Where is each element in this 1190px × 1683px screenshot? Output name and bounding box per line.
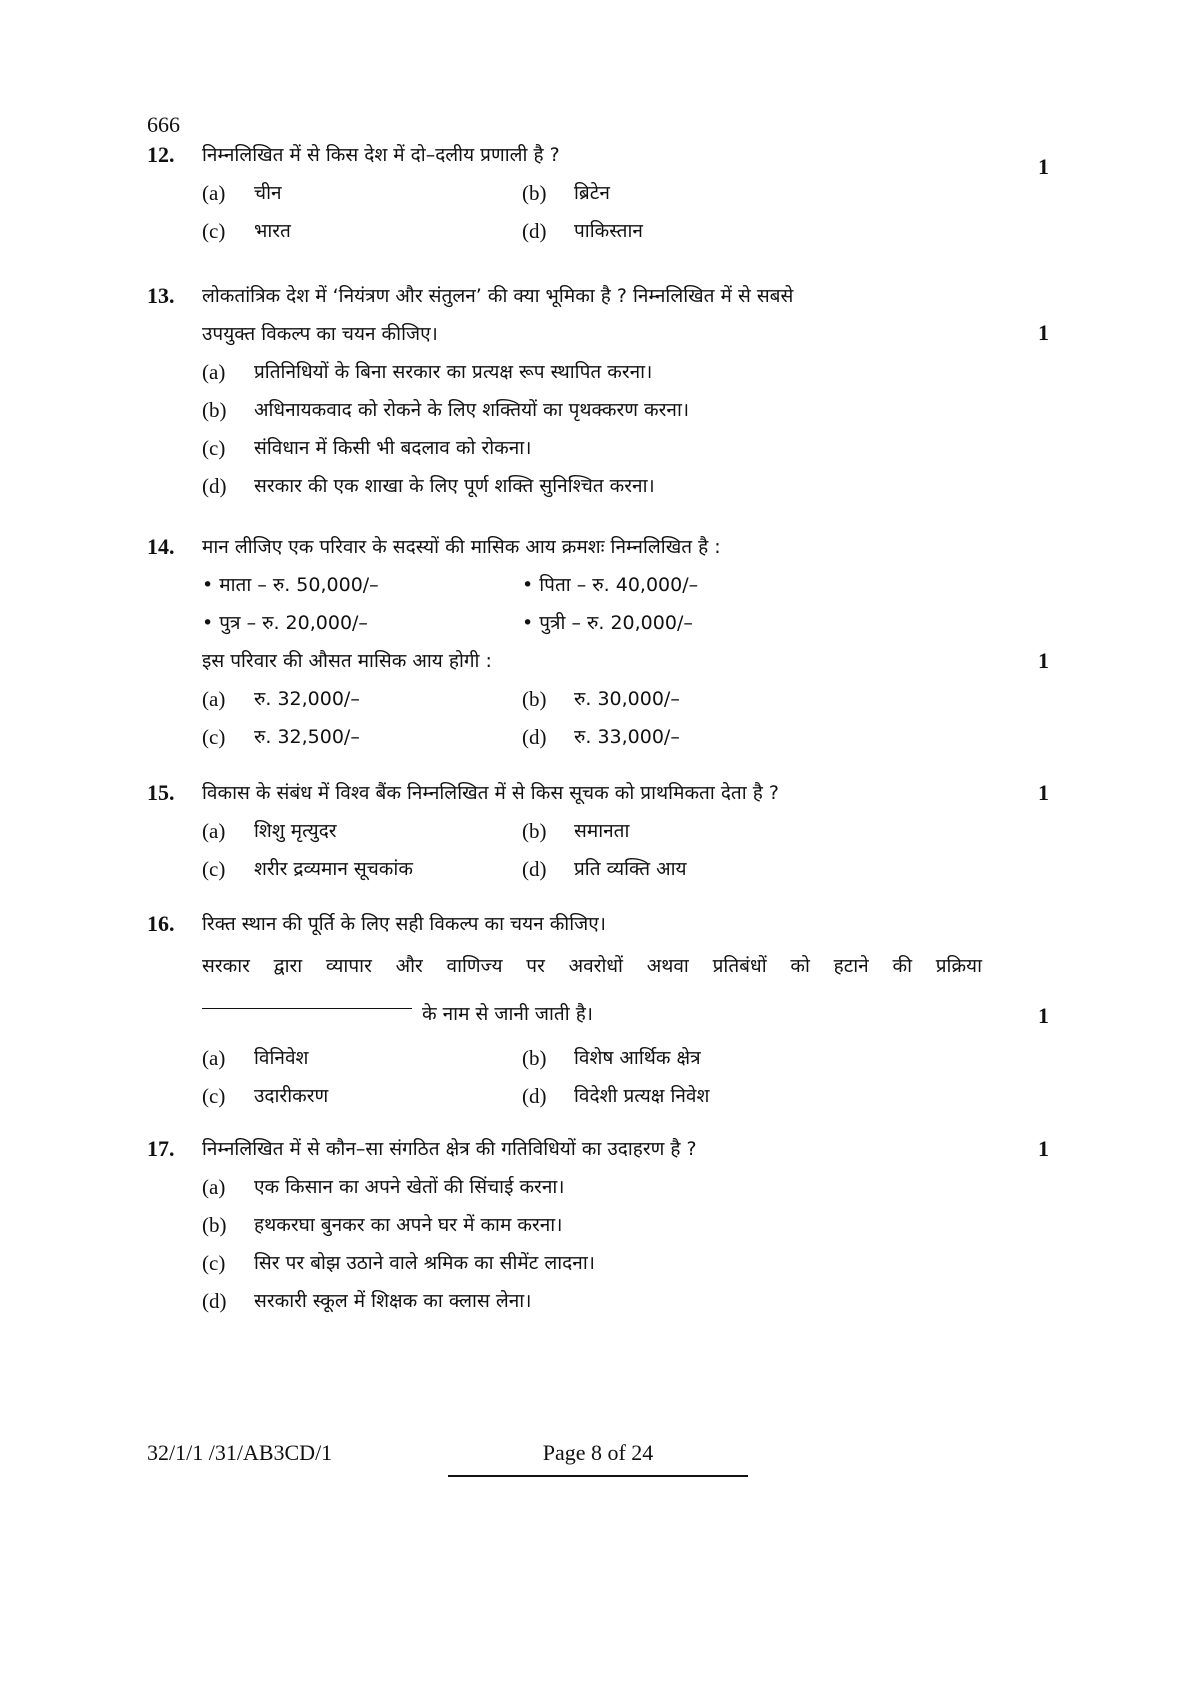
option-text: सिर पर बोझ उठाने वाले श्रमिक का सीमेंट लादना। xyxy=(254,1252,595,1274)
option-text: सरकारी स्कूल में शिक्षक का क्लास लेना। xyxy=(254,1290,532,1312)
option-text: विनिवेश xyxy=(254,1047,309,1069)
option-text: रु. 32,000/– xyxy=(254,688,360,710)
question-body xyxy=(202,905,1002,1115)
option-b[interactable] xyxy=(522,174,842,212)
option-d[interactable] xyxy=(202,467,962,505)
option-label: (b) xyxy=(202,1213,227,1237)
question-number: 13. xyxy=(147,283,175,308)
option-text: प्रति व्यक्ति आय xyxy=(574,858,687,880)
question-body xyxy=(202,277,1002,505)
page-number: Page 8 of 24 xyxy=(542,1440,654,1465)
options-row xyxy=(202,1206,1002,1244)
option-c[interactable] xyxy=(202,212,522,250)
option-label: (d) xyxy=(522,725,547,749)
option-b[interactable] xyxy=(202,391,962,429)
option-text: हथकरघा बुनकर का अपने घर में काम करना। xyxy=(254,1214,563,1236)
question-stem: निम्नलिखित में से कौन–सा संगठित क्षेत्र की गतिविधियों का उदाहरण है ? xyxy=(202,1138,697,1160)
option-label: (c) xyxy=(202,436,226,460)
option-text: प्रतिनिधियों के बिना सरकार का प्रत्यक्ष रूप स्थापित करना। xyxy=(254,361,653,383)
options-row xyxy=(202,212,1002,250)
fill-in-blank[interactable] xyxy=(202,1008,412,1009)
option-text: भारत xyxy=(254,220,291,242)
option-label: (a) xyxy=(202,819,226,843)
option-label: (b) xyxy=(522,819,547,843)
options-row xyxy=(202,1282,1002,1320)
option-text: सरकार की एक शाखा के लिए पूर्ण शक्ति सुनिश्चित करना। xyxy=(254,475,655,497)
option-text: पाकिस्तान xyxy=(574,220,643,242)
option-label: (a) xyxy=(202,360,226,384)
option-text: रु. 33,000/– xyxy=(574,726,680,748)
question-stem: उपयुक्त विकल्प का चयन कीजिए। xyxy=(202,323,438,345)
options-row xyxy=(202,680,1002,718)
marks-q13: 1 xyxy=(1038,320,1049,345)
question-body xyxy=(202,1130,1002,1320)
marks-q12: 1 xyxy=(1038,154,1049,179)
option-c[interactable] xyxy=(202,1244,962,1282)
option-text: ब्रिटेन xyxy=(574,182,610,204)
marks-q17: 1 xyxy=(1038,1136,1049,1161)
option-label: (d) xyxy=(202,474,227,498)
option-label: (c) xyxy=(202,1251,226,1275)
options-row xyxy=(202,1039,1002,1077)
footer-divider xyxy=(448,1475,748,1477)
option-a[interactable] xyxy=(202,1168,962,1206)
options-row xyxy=(202,174,1002,212)
blank-line-row xyxy=(202,995,1002,1033)
options-row xyxy=(202,1168,1002,1206)
option-text: समानता xyxy=(574,820,630,842)
option-text: संविधान में किसी भी बदलाव को रोकना। xyxy=(254,437,532,459)
question-stem: विकास के संबंध में विश्व बैंक निम्नलिखित में से किस सूचक को प्राथमिकता देता है ? xyxy=(202,782,779,804)
options-row xyxy=(202,812,1002,850)
option-d[interactable] xyxy=(522,850,842,888)
marks-q14: 1 xyxy=(1038,648,1049,673)
question-number: 17. xyxy=(147,1136,175,1161)
question-number: 14. xyxy=(147,534,175,559)
income-son: • पुत्र – रु. 20,000/– xyxy=(202,612,368,634)
question-number: 15. xyxy=(147,780,175,805)
options-row xyxy=(202,850,1002,888)
income-row xyxy=(202,604,1002,642)
option-b[interactable] xyxy=(522,680,842,718)
question-body xyxy=(202,136,1002,250)
options-row xyxy=(202,391,1002,429)
option-label: (a) xyxy=(202,1175,226,1199)
option-label: (d) xyxy=(522,219,547,243)
paper-code: 32/1/1 /31/AB3CD/1 xyxy=(147,1440,333,1465)
marks-q15: 1 xyxy=(1038,780,1049,805)
option-text: चीन xyxy=(254,182,282,204)
options-row xyxy=(202,1244,1002,1282)
blank-suffix: के नाम से जानी जाती है। xyxy=(422,1003,594,1025)
options-row xyxy=(202,467,1002,505)
option-a[interactable] xyxy=(202,812,522,850)
options-row xyxy=(202,429,1002,467)
option-text: एक किसान का अपने खेतों की सिंचाई करना। xyxy=(254,1176,565,1198)
option-a[interactable] xyxy=(202,680,522,718)
option-text: शरीर द्रव्यमान सूचकांक xyxy=(254,858,413,880)
option-d[interactable] xyxy=(522,1077,842,1115)
option-a[interactable] xyxy=(202,1039,522,1077)
option-text: विशेष आर्थिक क्षेत्र xyxy=(574,1047,701,1069)
marks-q16: 1 xyxy=(1038,1003,1049,1028)
option-text: अधिनायकवाद को रोकने के लिए शक्तियों का पृथक्करण करना। xyxy=(254,399,690,421)
income-father: • पिता – रु. 40,000/– xyxy=(522,574,699,596)
option-c[interactable] xyxy=(202,429,962,467)
option-label: (b) xyxy=(202,398,227,422)
question-stem: मान लीजिए एक परिवार के सदस्यों की मासिक आय क्रमशः निम्नलिखित है : xyxy=(202,536,721,558)
option-label: (b) xyxy=(522,687,547,711)
question-stem: रिक्त स्थान की पूर्ति के लिए सही विकल्प का चयन कीजिए। xyxy=(202,913,606,935)
option-text: विदेशी प्रत्यक्ष निवेश xyxy=(574,1085,710,1107)
question-prompt: इस परिवार की औसत मासिक आय होगी : xyxy=(202,650,492,672)
option-d[interactable] xyxy=(522,718,842,756)
option-text: रु. 32,500/– xyxy=(254,726,360,748)
question-stem: निम्नलिखित में से किस देश में दो–दलीय प्रणाली है ? xyxy=(202,144,560,166)
option-d[interactable] xyxy=(202,1282,962,1320)
question-stem: सरकार द्वारा व्यापार और वाणिज्य पर अवरोधों अथवा प्रतिबंधों को हटाने की प्रक्रिया xyxy=(202,955,982,977)
income-mother: • माता – रु. 50,000/– xyxy=(202,574,379,596)
option-label: (d) xyxy=(522,857,547,881)
option-b[interactable] xyxy=(202,1206,962,1244)
options-row xyxy=(202,353,1002,391)
option-text: उदारीकरण xyxy=(254,1085,329,1107)
option-label: (c) xyxy=(202,1084,226,1108)
option-label: (b) xyxy=(522,1046,547,1070)
option-a[interactable] xyxy=(202,353,962,391)
options-row xyxy=(202,718,1002,756)
options-row xyxy=(202,1077,1002,1115)
option-label: (c) xyxy=(202,725,226,749)
option-label: (d) xyxy=(202,1289,227,1313)
option-label: (a) xyxy=(202,1046,226,1070)
option-label: (c) xyxy=(202,857,226,881)
question-stem: लोकतांत्रिक देश में ‘नियंत्रण और संतुलन’ की क्या भूमिका है ? निम्नलिखित में से सबसे xyxy=(202,285,794,307)
income-daughter: • पुत्री – रु. 20,000/– xyxy=(522,612,693,634)
income-row xyxy=(202,566,1002,604)
option-c[interactable] xyxy=(202,718,522,756)
option-a[interactable] xyxy=(202,174,522,212)
question-number: 16. xyxy=(147,911,175,936)
option-c[interactable] xyxy=(202,1077,522,1115)
question-body xyxy=(202,774,1002,888)
option-text: शिशु मृत्युदर xyxy=(254,820,337,842)
option-c[interactable] xyxy=(202,850,522,888)
option-label: (d) xyxy=(522,1084,547,1108)
option-b[interactable] xyxy=(522,812,842,850)
option-text: रु. 30,000/– xyxy=(574,688,680,710)
option-d[interactable] xyxy=(522,212,842,250)
option-label: (c) xyxy=(202,219,226,243)
option-label: (a) xyxy=(202,181,226,205)
question-body xyxy=(202,528,1002,756)
option-b[interactable] xyxy=(522,1039,842,1077)
option-label: (a) xyxy=(202,687,226,711)
question-number: 12. xyxy=(147,142,175,167)
option-label: (b) xyxy=(522,181,547,205)
page-code: 666 xyxy=(147,112,180,137)
